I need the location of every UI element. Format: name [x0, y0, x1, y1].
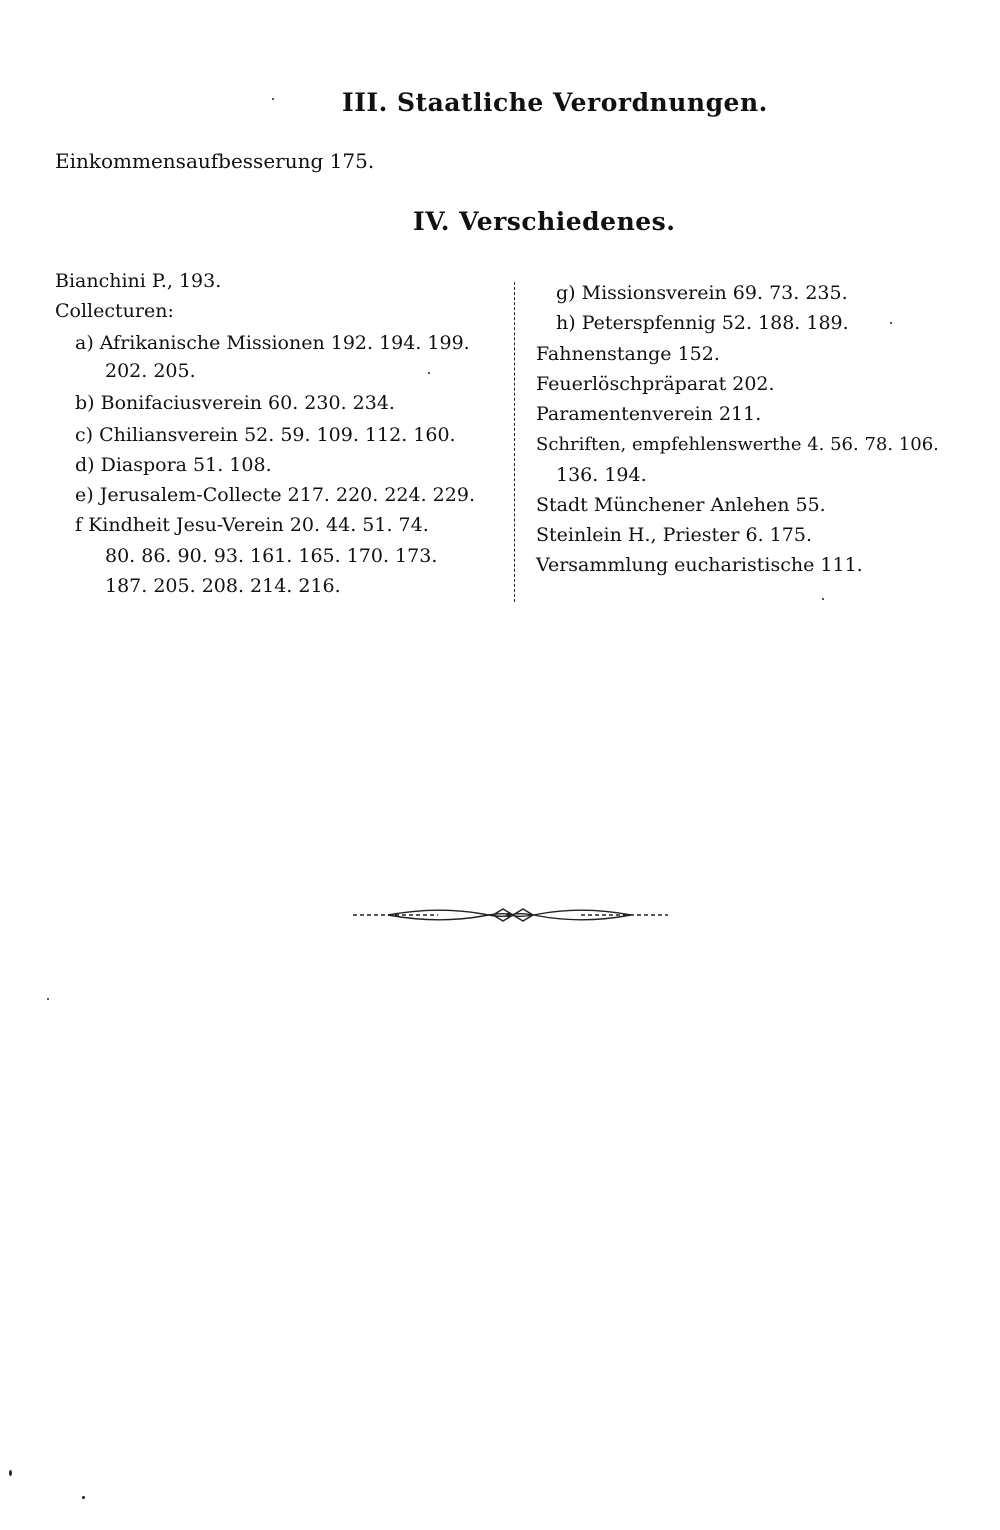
ornament-divider [343, 900, 676, 930]
index-entry: Steinlein H., Priester 6. 175. [536, 524, 812, 546]
print-speck [822, 598, 824, 600]
section-heading-iii: III. Staatliche Verordnungen. [342, 88, 768, 117]
index-entry: Versammlung eucharistische 111. [536, 554, 863, 576]
index-entry: Bianchini P., 193. [55, 270, 222, 292]
index-entry: 80. 86. 90. 93. 161. 165. 170. 173. [105, 545, 438, 567]
index-entry: e) Jerusalem-Collecte 217. 220. 224. 229. [75, 484, 475, 506]
index-entry: Collecturen: [55, 300, 174, 322]
column-divider [514, 282, 515, 602]
right-column [536, 280, 976, 580]
print-speck [272, 98, 274, 100]
index-entry: f Kindheit Jesu-Verein 20. 44. 51. 74. [75, 514, 429, 536]
section-heading-iv: IV. Verschiedenes. [413, 207, 676, 236]
index-entry: d) Diaspora 51. 108. [75, 454, 272, 476]
index-entry: 136. 194. [556, 464, 647, 486]
index-entry: 202. 205. [105, 360, 196, 382]
index-entry: b) Bonifaciusverein 60. 230. 234. [75, 392, 395, 414]
index-entry: Paramentenverein 211. [536, 403, 762, 425]
index-entry: a) Afrikanische Missionen 192. 194. 199. [75, 332, 470, 354]
index-entry: Fahnenstange 152. [536, 343, 720, 365]
index-entry: g) Missionsverein 69. 73. 235. [556, 282, 848, 304]
index-entry: h) Peterspfennig 52. 188. 189. [556, 312, 849, 334]
index-entry: Feuerlöschpräparat 202. [536, 373, 775, 395]
entry-einkommensaufbesserung: Einkommensaufbesserung 175. [55, 149, 375, 173]
index-entry: Schriften, empfehlenswerthe 4. 56. 78. 106. [536, 434, 939, 455]
print-speck [890, 322, 892, 324]
index-entry: Stadt Münchener Anlehen 55. [536, 494, 826, 516]
left-column [55, 268, 515, 608]
print-speck [9, 1470, 12, 1476]
print-speck [428, 372, 430, 374]
index-entry: 187. 205. 208. 214. 216. [105, 575, 341, 597]
print-speck [82, 1496, 85, 1499]
print-speck [47, 998, 49, 1000]
index-entry: c) Chiliansverein 52. 59. 109. 112. 160. [75, 424, 456, 446]
